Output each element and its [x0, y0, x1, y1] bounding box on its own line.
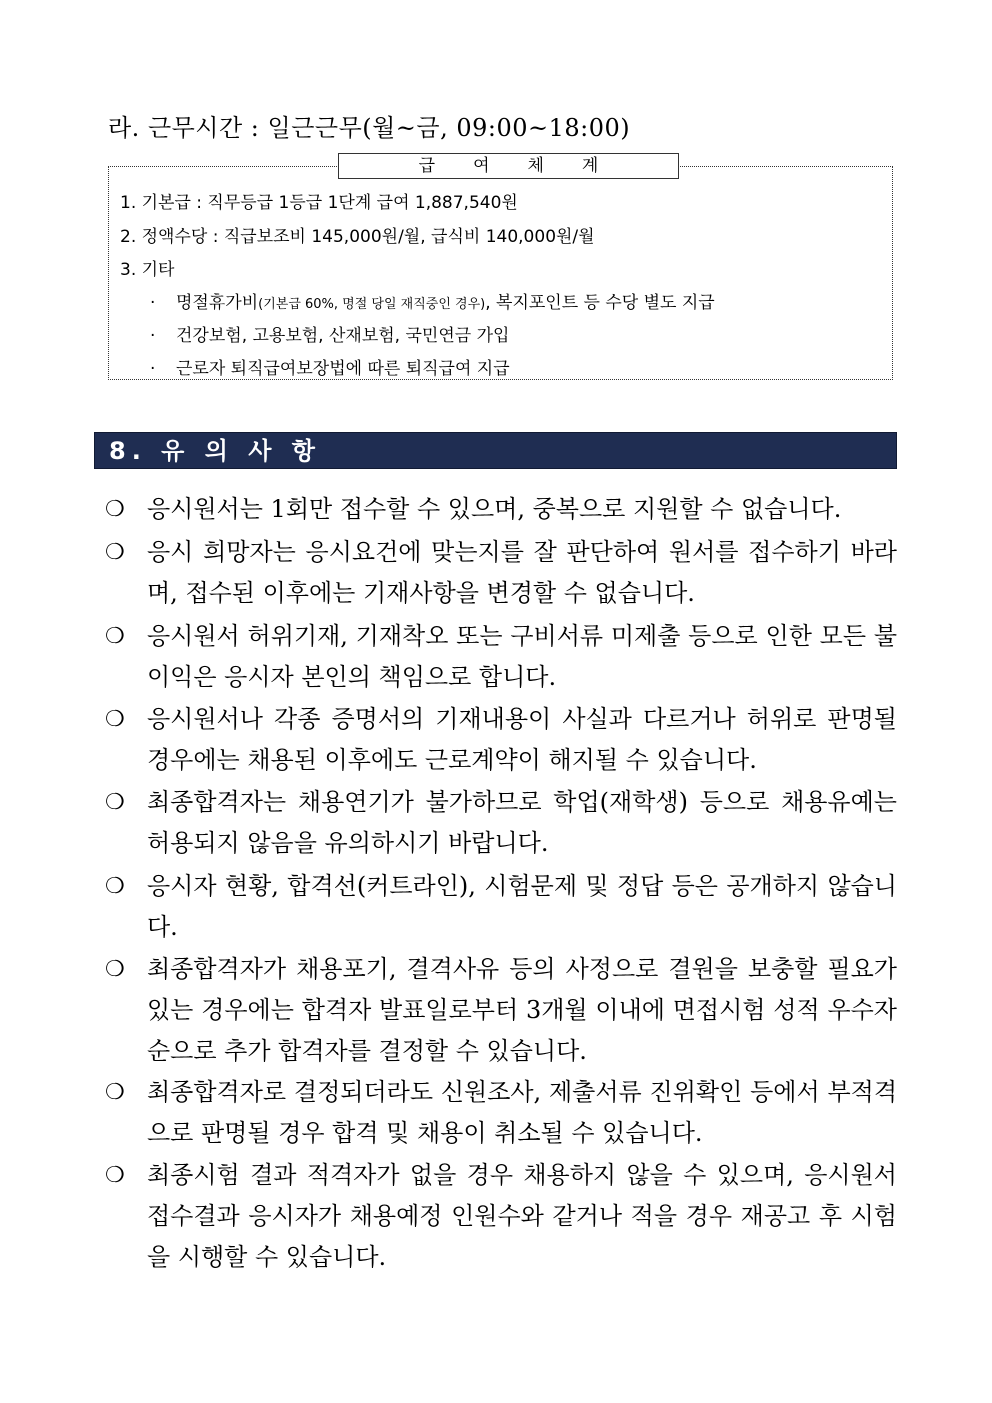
notice-item — [105, 949, 897, 1072]
work-hours-line: 라. 근무시간 : 일근근무(월~금, 09:00~18:00) — [108, 114, 631, 142]
circle-bullet-icon: ❍ — [105, 540, 125, 565]
salary-other: 3. 기타 — [120, 260, 175, 280]
bullet-dot: · — [150, 359, 156, 379]
notice-text: 최종시험 결과 적격자가 없을 경우 채용하지 않을 수 있으며, 응시원서 접수결과 응시자가 채용예정 인원수와 같거나 적을 경우 재공고 후 시험을 시행할 수 있습니다. — [147, 1161, 897, 1271]
notice-text: 응시원서 허위기재, 기재착오 또는 구비서류 미제출 등으로 인한 모든 불이익은 응시자 본인의 책임으로 합니다. — [147, 622, 897, 691]
notice-text: 응시 희망자는 응시요건에 맞는지를 잘 판단하여 원서를 접수하기 바라며, 접수된 이후에는 기재사항을 변경할 수 없습니다. — [147, 538, 897, 607]
circle-bullet-icon: ❍ — [105, 707, 125, 732]
salary-sub-item — [150, 354, 510, 379]
notice-text: 응시자 현황, 합격선(커트라인), 시험문제 및 정답 등은 공개하지 않습니다. — [147, 872, 897, 941]
notice-item — [105, 489, 897, 530]
bullet-dot: · — [150, 326, 156, 346]
holiday-bonus-note: (기본급 60%, 명절 당일 재직중인 경우) — [258, 297, 486, 312]
salary-box-title: 급여체계 — [338, 153, 679, 179]
holiday-bonus-label: 명절휴가비 — [176, 293, 259, 313]
salary-basic-pay: 1. 기본급 : 직무등급 1등급 1단계 급여 1,887,540원 — [120, 193, 518, 213]
circle-bullet-icon: ❍ — [105, 497, 125, 522]
notice-item — [105, 616, 897, 698]
notice-text: 최종합격자로 결정되더라도 신원조사, 제출서류 진위확인 등에서 부적격으로 판명될 경우 합격 및 채용이 취소될 수 있습니다. — [147, 1078, 897, 1147]
salary-sub-item — [150, 321, 509, 346]
circle-bullet-icon: ❍ — [105, 874, 125, 899]
welfare-points-label: , 복지포인트 등 수당 별도 지급 — [485, 293, 715, 313]
notice-text: 응시원서나 각종 증명서의 기재내용이 사실과 다르거나 허위로 판명될 경우에는 채용된 이후에도 근로계약이 해지될 수 있습니다. — [147, 705, 897, 774]
salary-allowance: 2. 정액수당 : 직급보조비 145,000원/월, 급식비 140,000원/월 — [120, 227, 595, 247]
section-title: 8. 유 의 사 항 — [94, 432, 897, 469]
circle-bullet-icon: ❍ — [105, 790, 125, 815]
circle-bullet-icon: ❍ — [105, 957, 125, 982]
notice-item — [105, 866, 897, 948]
insurance-label: 건강보험, 고용보험, 산재보험, 국민연금 가입 — [176, 326, 510, 346]
circle-bullet-icon: ❍ — [105, 1163, 125, 1188]
notice-item — [105, 1072, 897, 1154]
notice-item — [105, 532, 897, 614]
notice-text: 응시원서는 1회만 접수할 수 있으며, 중복으로 지원할 수 없습니다. — [147, 495, 842, 523]
retirement-label: 근로자 퇴직급여보장법에 따른 퇴직급여 지급 — [176, 359, 510, 379]
salary-sub-item — [150, 288, 715, 313]
bullet-dot: · — [150, 293, 156, 313]
circle-bullet-icon: ❍ — [105, 624, 125, 649]
notice-text: 최종합격자는 채용연기가 불가하므로 학업(재학생) 등으로 채용유예는 허용되지 않음을 유의하시기 바랍니다. — [147, 788, 897, 857]
notice-item — [105, 782, 897, 864]
notice-item — [105, 699, 897, 781]
notice-item — [105, 1155, 897, 1278]
notice-text: 최종합격자가 채용포기, 결격사유 등의 사정으로 결원을 보충할 필요가 있는 경우에는 합격자 발표일로부터 3개월 이내에 면접시험 성적 우수자 순으로 추가 합격자를 결정할 수 있습니다. — [147, 955, 897, 1065]
circle-bullet-icon: ❍ — [105, 1080, 125, 1105]
